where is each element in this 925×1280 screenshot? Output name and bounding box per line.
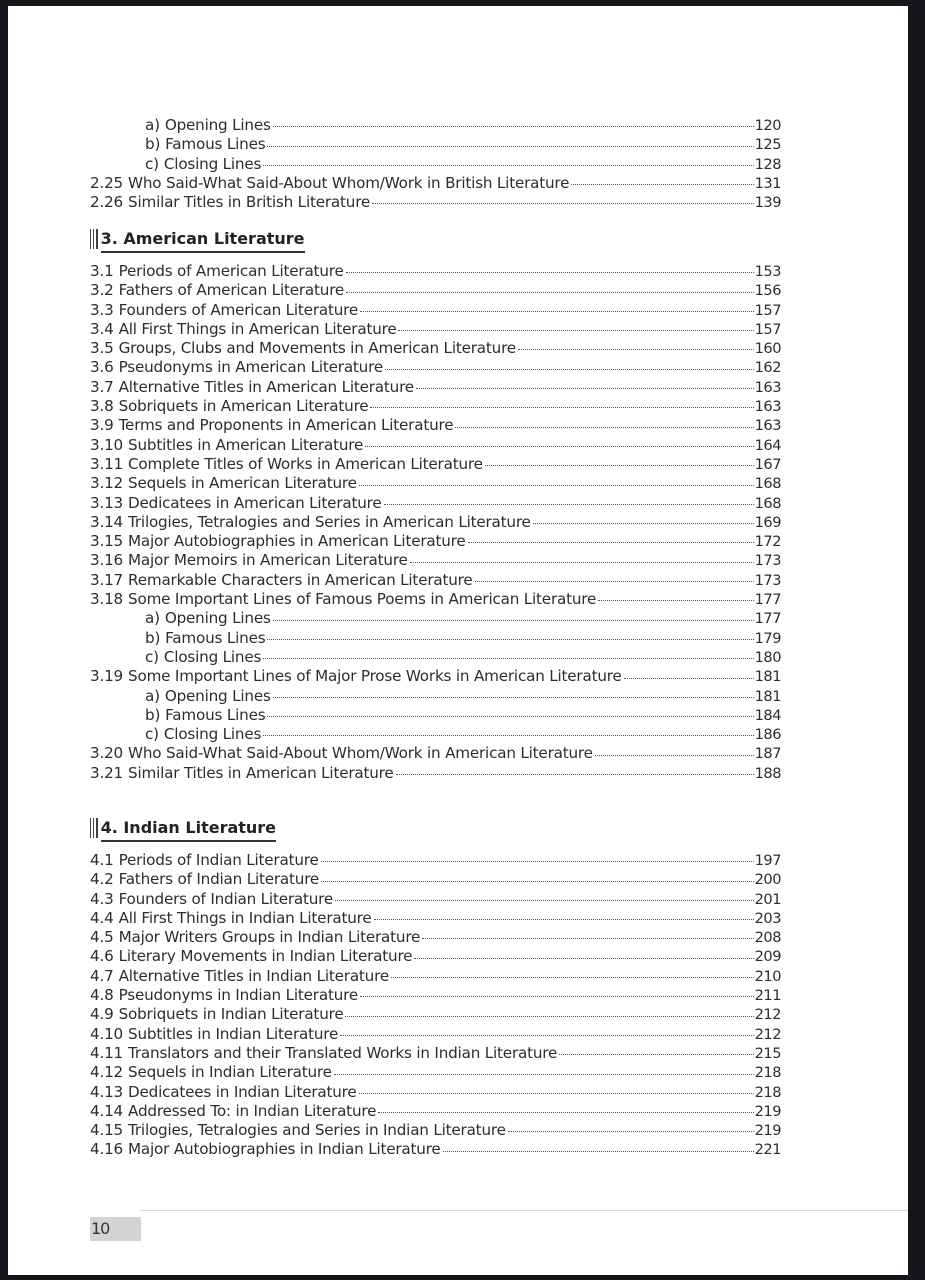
dot-leader xyxy=(372,202,754,204)
toc-entry[interactable] xyxy=(90,1140,781,1159)
entry-number: 3.5 xyxy=(90,339,114,358)
entry-page-number: 167 xyxy=(754,455,781,473)
entry-page-number: 139 xyxy=(754,194,781,212)
toc-subentry[interactable] xyxy=(90,116,781,135)
entry-title: Major Autobiographies in Indian Literature xyxy=(128,1140,441,1159)
entry-title: Remarkable Characters in American Literature xyxy=(128,570,473,589)
entry-title: Similar Titles in American Literature xyxy=(128,763,394,782)
dot-leader xyxy=(365,445,754,447)
entry-page-number: 181 xyxy=(754,668,781,686)
entry-title: Major Memoirs in American Literature xyxy=(128,551,408,570)
entry-title: Addressed To: in Indian Literature xyxy=(128,1101,377,1120)
entry-page-number: 160 xyxy=(754,340,781,358)
toc-entry[interactable] xyxy=(90,1063,781,1082)
toc-entry[interactable] xyxy=(90,928,781,947)
entry-page-number: 163 xyxy=(754,417,781,435)
toc-entry[interactable] xyxy=(90,397,781,416)
entry-number: c) xyxy=(145,647,159,666)
toc-entry[interactable] xyxy=(90,262,781,281)
toc-entry[interactable] xyxy=(90,1005,781,1024)
entry-title: Who Said-What Said-About Whom/Work in British Literature xyxy=(128,173,570,192)
toc-entry[interactable] xyxy=(90,174,781,193)
entry-number: 3.14 xyxy=(90,512,124,531)
entry-title: Subtitles in American Literature xyxy=(128,435,364,454)
entry-page-number: 186 xyxy=(754,726,781,744)
toc-entry[interactable] xyxy=(90,986,781,1005)
toc-indian-block xyxy=(90,851,781,1160)
toc-entry[interactable] xyxy=(90,764,781,783)
toc-entry[interactable] xyxy=(90,339,781,358)
dot-leader xyxy=(443,1150,754,1152)
dot-leader xyxy=(378,1111,753,1113)
toc-subentry[interactable] xyxy=(90,706,781,725)
entry-number: 4.9 xyxy=(90,1005,114,1024)
entry-title: Opening Lines xyxy=(164,609,271,628)
entry-title: Opening Lines xyxy=(164,686,271,705)
toc-entry[interactable] xyxy=(90,358,781,377)
dot-leader xyxy=(263,734,753,736)
dot-leader xyxy=(422,937,753,939)
document-page xyxy=(8,6,908,1275)
entry-page-number: 177 xyxy=(754,610,781,628)
dot-leader xyxy=(391,976,754,978)
toc-entry[interactable] xyxy=(90,378,781,397)
entry-title: Closing Lines xyxy=(163,154,262,173)
toc-subentry[interactable] xyxy=(90,609,781,628)
toc-entry[interactable] xyxy=(90,744,781,763)
dot-leader xyxy=(360,995,754,997)
entry-number: 3.6 xyxy=(90,358,114,377)
entry-number: 4.15 xyxy=(90,1121,124,1140)
entry-number: 4.3 xyxy=(90,889,114,908)
toc-subentry[interactable] xyxy=(90,648,781,667)
entry-title: Major Writers Groups in Indian Literature xyxy=(118,928,421,947)
dot-leader xyxy=(321,860,754,862)
entry-title: Sobriquets in American Literature xyxy=(118,397,369,416)
entry-title: Literary Movements in Indian Literature xyxy=(118,947,413,966)
dot-leader xyxy=(468,541,754,543)
dot-leader xyxy=(335,899,754,901)
toc-entry[interactable] xyxy=(90,193,781,212)
entry-page-number: 163 xyxy=(754,378,781,396)
toc-entry[interactable] xyxy=(90,947,781,966)
dot-leader xyxy=(345,1015,753,1017)
toc-entry[interactable] xyxy=(90,320,781,339)
entry-page-number: 211 xyxy=(754,987,781,1005)
entry-page-number: 215 xyxy=(754,1044,781,1062)
toc-entry[interactable] xyxy=(90,1025,781,1044)
dot-leader xyxy=(263,657,753,659)
entry-number: c) xyxy=(145,725,159,744)
entry-number: 4.14 xyxy=(90,1101,124,1120)
entry-number: 4.16 xyxy=(90,1140,124,1159)
toc-entry[interactable] xyxy=(90,1044,781,1063)
entry-page-number: 184 xyxy=(754,706,781,724)
entry-page-number: 210 xyxy=(754,967,781,985)
entry-page-number: 200 xyxy=(754,871,781,889)
dot-leader xyxy=(624,677,754,679)
entry-page-number: 179 xyxy=(754,629,781,647)
toc-subentry[interactable] xyxy=(90,687,781,706)
entry-page-number: 219 xyxy=(754,1102,781,1120)
dot-leader xyxy=(374,918,754,920)
entry-number: 4.6 xyxy=(90,947,114,966)
entry-page-number: 153 xyxy=(754,263,781,280)
entry-page-number: 125 xyxy=(754,136,781,154)
entry-title: Dedicatees in American Literature xyxy=(128,493,382,512)
dot-leader xyxy=(263,164,753,166)
dot-leader xyxy=(340,1034,754,1036)
dot-leader xyxy=(518,348,754,350)
toc-entry[interactable] xyxy=(90,532,781,551)
footer-divider xyxy=(140,1210,908,1211)
entry-number: 3.19 xyxy=(90,667,124,686)
entry-number: 3.10 xyxy=(90,435,124,454)
dot-leader xyxy=(533,522,754,524)
entry-page-number: 162 xyxy=(754,359,781,377)
entry-number: 2.26 xyxy=(90,193,124,212)
dot-leader xyxy=(385,368,754,370)
entry-number: 3.20 xyxy=(90,744,124,763)
entry-title: Founders of Indian Literature xyxy=(118,889,334,908)
toc-entry[interactable] xyxy=(90,1083,781,1102)
toc-american-block xyxy=(90,262,781,783)
entry-number: b) xyxy=(145,135,161,154)
entry-title: Periods of Indian Literature xyxy=(118,851,319,869)
dot-leader xyxy=(485,464,754,466)
entry-page-number: 212 xyxy=(754,1006,781,1024)
entry-title: Subtitles in Indian Literature xyxy=(128,1024,339,1043)
entry-number: b) xyxy=(145,628,161,647)
toc-subentry[interactable] xyxy=(90,135,781,154)
dot-leader xyxy=(455,426,753,428)
dot-leader xyxy=(396,773,754,775)
entry-number: 3.2 xyxy=(90,281,114,300)
entry-number: 3.18 xyxy=(90,590,124,609)
entry-page-number: 128 xyxy=(754,155,781,173)
toc-entry[interactable] xyxy=(90,1102,781,1121)
entry-number: 4.5 xyxy=(90,928,114,947)
entry-number: 3.11 xyxy=(90,454,124,473)
dot-leader xyxy=(360,310,754,312)
toc-entry[interactable] xyxy=(90,590,781,609)
dot-leader xyxy=(321,880,754,882)
entry-page-number: 201 xyxy=(754,890,781,908)
toc-entry[interactable] xyxy=(90,667,781,686)
toc-entry[interactable] xyxy=(90,571,781,590)
dot-leader xyxy=(410,561,754,563)
entry-page-number: 168 xyxy=(754,494,781,512)
toc-entry[interactable] xyxy=(90,890,781,909)
toc-entry[interactable] xyxy=(90,513,781,532)
entry-page-number: 157 xyxy=(754,320,781,338)
dot-leader xyxy=(384,503,754,505)
dot-leader xyxy=(346,271,754,273)
entry-page-number: 168 xyxy=(754,475,781,493)
entry-page-number: 218 xyxy=(754,1064,781,1082)
entry-title: Some Important Lines of Famous Poems in American Literature xyxy=(128,590,597,609)
entry-number: 4.1 xyxy=(90,851,114,869)
toc-subentry[interactable] xyxy=(90,725,781,744)
entry-title: Alternative Titles in American Literature xyxy=(118,377,414,396)
entry-number: 3.17 xyxy=(90,570,124,589)
dot-leader xyxy=(273,125,754,127)
entry-number: 3.12 xyxy=(90,474,124,493)
heading-bars-icon xyxy=(90,818,98,838)
dot-leader xyxy=(398,329,753,331)
entry-title: All First Things in Indian Literature xyxy=(118,908,372,927)
entry-page-number: 177 xyxy=(754,591,781,609)
entry-page-number: 131 xyxy=(754,174,781,192)
entry-number: 3.1 xyxy=(90,262,114,280)
toc-entry[interactable] xyxy=(90,494,781,513)
dot-leader xyxy=(267,145,753,147)
page-number: 10 xyxy=(90,1217,141,1241)
entry-title: Fathers of Indian Literature xyxy=(118,870,320,889)
entry-number: 3.16 xyxy=(90,551,124,570)
entry-number: 3.7 xyxy=(90,377,114,396)
entry-number: 4.8 xyxy=(90,986,114,1005)
entry-title: Closing Lines xyxy=(163,647,262,666)
entry-title: All First Things in American Literature xyxy=(118,319,397,338)
entry-title: Translators and their Translated Works in Indian Literature xyxy=(128,1043,558,1062)
entry-number: 4.7 xyxy=(90,966,114,985)
entry-title: Periods of American Literature xyxy=(118,262,344,280)
entry-title: Sequels in Indian Literature xyxy=(128,1063,332,1082)
toc-entry[interactable] xyxy=(90,416,781,435)
toc-entry[interactable] xyxy=(90,551,781,570)
entry-title: Fathers of American Literature xyxy=(118,281,345,300)
dot-leader xyxy=(508,1130,754,1132)
dot-leader xyxy=(598,599,754,601)
dot-leader xyxy=(267,715,753,717)
entry-page-number: 173 xyxy=(754,571,781,589)
dot-leader xyxy=(267,638,753,640)
dot-leader xyxy=(416,387,754,389)
toc-entry[interactable] xyxy=(90,1121,781,1140)
toc-entry[interactable] xyxy=(90,455,781,474)
entry-page-number: 156 xyxy=(754,282,781,300)
entry-number: a) xyxy=(145,686,160,705)
entry-title: Pseudonyms in American Literature xyxy=(118,358,383,377)
entry-title: Alternative Titles in Indian Literature xyxy=(118,966,389,985)
entry-page-number: 209 xyxy=(754,948,781,966)
toc-entry[interactable] xyxy=(90,436,781,455)
entry-number: 4.11 xyxy=(90,1043,124,1062)
entry-page-number: 197 xyxy=(754,852,781,869)
dot-leader xyxy=(475,580,754,582)
entry-page-number: 164 xyxy=(754,436,781,454)
entry-number: 3.9 xyxy=(90,416,114,435)
toc-subentry[interactable] xyxy=(90,155,781,174)
entry-page-number: 120 xyxy=(754,117,781,134)
dot-leader xyxy=(334,1073,754,1075)
toc-entry[interactable] xyxy=(90,909,781,928)
entry-page-number: 173 xyxy=(754,552,781,570)
dot-leader xyxy=(359,484,754,486)
entry-title: Closing Lines xyxy=(163,725,262,744)
entry-title: Trilogies, Tetralogies and Series in Indian Literature xyxy=(128,1121,506,1140)
dot-leader xyxy=(559,1053,754,1055)
entry-title: Sequels in American Literature xyxy=(128,474,357,493)
toc-continued-block xyxy=(90,116,781,212)
dot-leader xyxy=(346,291,754,293)
entry-number: 3.15 xyxy=(90,532,124,551)
toc-subentry[interactable] xyxy=(90,629,781,648)
entry-number: 4.13 xyxy=(90,1082,124,1101)
entry-page-number: 172 xyxy=(754,533,781,551)
entry-title: Complete Titles of Works in American Literature xyxy=(128,454,483,473)
dot-leader xyxy=(595,754,754,756)
entry-number: 3.4 xyxy=(90,319,114,338)
section-heading-text: 3. American Literature xyxy=(101,229,305,253)
heading-bars-icon xyxy=(90,229,98,249)
entry-number: 2.25 xyxy=(90,173,124,192)
toc-entry[interactable] xyxy=(90,474,781,493)
entry-page-number: 157 xyxy=(754,301,781,319)
entry-title: Trilogies, Tetralogies and Series in American Literature xyxy=(128,512,531,531)
entry-title: Famous Lines xyxy=(165,135,266,154)
entry-page-number: 221 xyxy=(754,1141,781,1159)
dot-leader xyxy=(370,406,753,408)
entry-page-number: 218 xyxy=(754,1083,781,1101)
entry-title: Terms and Proponents in American Literature xyxy=(118,416,454,435)
entry-page-number: 180 xyxy=(754,648,781,666)
entry-number: 4.2 xyxy=(90,870,114,889)
entry-title: Sobriquets in Indian Literature xyxy=(118,1005,344,1024)
toc-entry[interactable] xyxy=(90,281,781,300)
entry-page-number: 212 xyxy=(754,1025,781,1043)
section-heading-text: 4. Indian Literature xyxy=(101,818,276,842)
dot-leader xyxy=(414,957,753,959)
entry-page-number: 181 xyxy=(754,687,781,705)
dot-leader xyxy=(359,1092,754,1094)
entry-number: 3.3 xyxy=(90,300,114,319)
entry-title: Opening Lines xyxy=(164,116,271,134)
entry-title: Pseudonyms in Indian Literature xyxy=(118,986,358,1005)
toc-entry[interactable] xyxy=(90,967,781,986)
entry-number: a) xyxy=(145,116,160,134)
entry-title: Who Said-What Said-About Whom/Work in American Literature xyxy=(128,744,593,763)
dot-leader xyxy=(273,619,754,621)
entry-number: 3.8 xyxy=(90,397,114,416)
entry-number: 4.4 xyxy=(90,908,114,927)
entry-number: 4.12 xyxy=(90,1063,124,1082)
entry-number: c) xyxy=(145,154,159,173)
toc-entry[interactable] xyxy=(90,851,781,870)
entry-page-number: 203 xyxy=(754,909,781,927)
entry-page-number: 169 xyxy=(754,513,781,531)
entry-page-number: 163 xyxy=(754,398,781,416)
entry-title: Similar Titles in British Literature xyxy=(128,193,371,212)
entry-title: Famous Lines xyxy=(165,628,266,647)
entry-page-number: 188 xyxy=(754,764,781,782)
entry-page-number: 208 xyxy=(754,929,781,947)
entry-page-number: 187 xyxy=(754,745,781,763)
dot-leader xyxy=(571,183,753,185)
section-heading-american xyxy=(90,224,305,253)
entry-title: Famous Lines xyxy=(165,705,266,724)
entry-title: Some Important Lines of Major Prose Works in American Literature xyxy=(128,667,622,686)
entry-number: 3.21 xyxy=(90,763,124,782)
entry-title: Founders of American Literature xyxy=(118,300,359,319)
dot-leader xyxy=(273,696,754,698)
section-heading-indian xyxy=(90,813,276,842)
entry-number: a) xyxy=(145,609,160,628)
entry-title: Major Autobiographies in American Literature xyxy=(128,532,466,551)
entry-title: Groups, Clubs and Movements in American Literature xyxy=(118,339,516,358)
toc-entry[interactable] xyxy=(90,870,781,889)
entry-title: Dedicatees in Indian Literature xyxy=(128,1082,357,1101)
entry-number: 4.10 xyxy=(90,1024,124,1043)
toc-entry[interactable] xyxy=(90,301,781,320)
entry-page-number: 219 xyxy=(754,1122,781,1140)
entry-number: 3.13 xyxy=(90,493,124,512)
entry-number: b) xyxy=(145,705,161,724)
